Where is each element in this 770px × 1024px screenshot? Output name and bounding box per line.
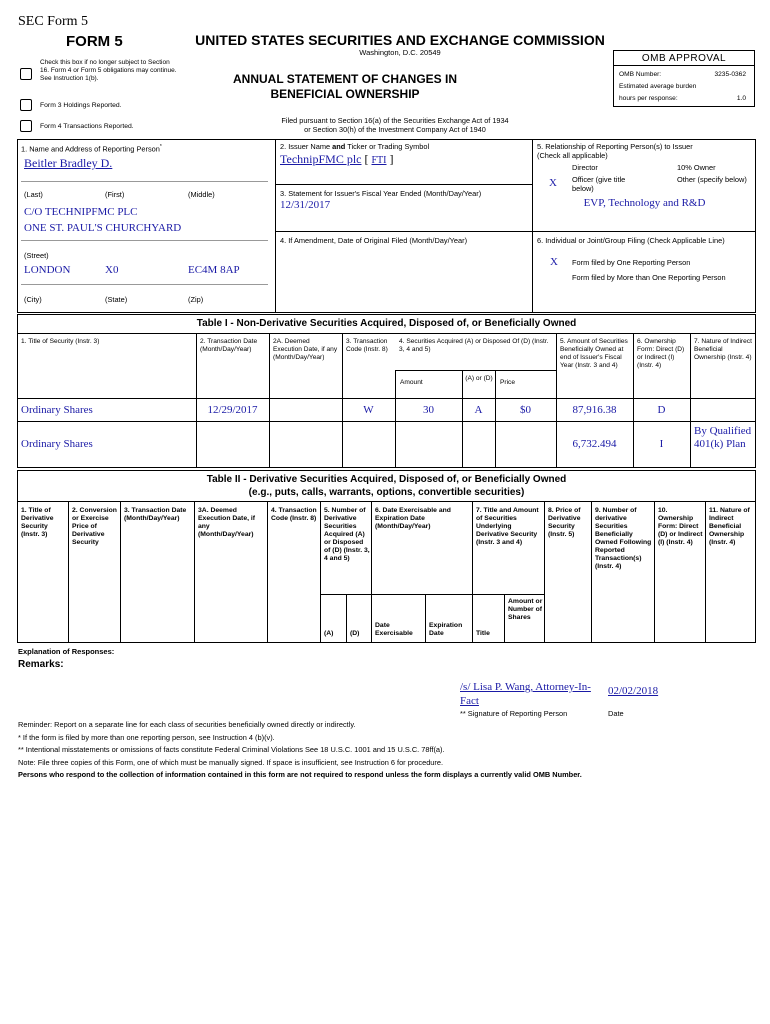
t1-row2-nature: By Qualified 401(k) Plan bbox=[694, 425, 752, 451]
t2-col-nature: 11. Nature of Indirect Beneficial Ownership (Instr. 4) bbox=[709, 507, 750, 547]
box2-label: 2. Issuer Name and Ticker or Trading Symbol bbox=[280, 142, 430, 151]
t2-col-a: (A) bbox=[324, 630, 334, 637]
t2-col-date: 3. Transaction Date (Month/Day/Year) bbox=[124, 507, 187, 523]
signature-label: ** Signature of Reporting Person bbox=[460, 709, 568, 718]
street-label: (Street) bbox=[24, 251, 49, 260]
t1-row1-title: Ordinary Shares bbox=[21, 404, 93, 416]
form4-transactions-label: Form 4 Transactions Reported. bbox=[40, 123, 134, 130]
agency-location: Washington, D.C. 20549 bbox=[359, 48, 441, 57]
t2-col-expiration: Expiration Date bbox=[429, 622, 463, 638]
address-line-2: ONE ST. PAUL'S CHURCHYARD bbox=[24, 222, 182, 234]
t1-col-title: 1. Title of Security (Instr. 3) bbox=[21, 338, 100, 345]
t2-col-exercisable-expiration: 6. Date Exercisable and Expiration Date (Month/Day/Year) bbox=[375, 507, 451, 531]
zip-label: (Zip) bbox=[188, 295, 204, 304]
one-person-check-mark: X bbox=[550, 256, 558, 268]
no-longer-subject-checkbox[interactable] bbox=[20, 68, 32, 80]
t1-col-deemed: 2A. Deemed Execution Date, if any (Month/Day/Year) bbox=[273, 338, 338, 361]
t1-row2-owned: 6,732.494 bbox=[572, 438, 617, 450]
table1-title: Table I - Non-Derivative Securities Acquired, Disposed of, or Beneficially Owned bbox=[196, 318, 577, 329]
t2-col-deemed: 3A. Deemed Execution Date, if any (Month/Day/Year) bbox=[198, 507, 256, 539]
t1-row2-title: Ordinary Shares bbox=[21, 438, 93, 450]
officer-title: EVP, Technology and R&D bbox=[583, 197, 706, 209]
table2-title: Table II - Derivative Securities Acquired, Disposed of, or Beneficially Owned bbox=[206, 474, 567, 485]
t1-row1-price: $0 bbox=[520, 404, 531, 416]
box1-label: 1. Name and Address of Reporting Person* bbox=[21, 144, 162, 154]
t1-col-code: 3. Transaction Code (Instr. 8) bbox=[346, 338, 388, 353]
fiscal-year-end: 12/31/2017 bbox=[280, 199, 331, 211]
t2-col-price: 8. Price of Derivative Security (Instr. 5) bbox=[548, 507, 581, 539]
omb-number-label: OMB Number: bbox=[619, 71, 662, 78]
box3-label: 3. Statement for Issuer's Fiscal Year Ended (Month/Day/Year) bbox=[280, 189, 482, 198]
t1-row2-form: I bbox=[659, 438, 664, 450]
t1-row1-amount: 30 bbox=[423, 404, 434, 416]
t1-row1-code: W bbox=[363, 404, 374, 416]
t1-col-nature: 7. Nature of Indirect Beneficial Ownership (Instr. 4) bbox=[694, 338, 752, 361]
last-label: (Last) bbox=[24, 190, 43, 199]
table2-subtitle: (e.g., puts, calls, warrants, options, convertible securities) bbox=[248, 487, 525, 498]
remarks-label: Remarks: bbox=[18, 659, 64, 670]
issuer-name-row: TechnipFMC plc [ FTI ] bbox=[280, 152, 394, 166]
omb-hours-label: hours per response: bbox=[619, 95, 678, 102]
t1-col-amount: Amount bbox=[400, 379, 423, 386]
t1-col-owned: 5. Amount of Securities Beneficially Owned at end of Issuer's Fiscal Year (Instr. 3 and 4) bbox=[560, 338, 628, 369]
reporting-person-name[interactable]: Beitler Bradley D. bbox=[24, 156, 113, 170]
explanation-label: Explanation of Responses: bbox=[18, 647, 115, 656]
state-value: X0 bbox=[105, 264, 119, 276]
city-label: (City) bbox=[24, 295, 42, 304]
address-line-1: C/O TECHNIPFMC PLC bbox=[24, 206, 138, 218]
t1-col-price: Price bbox=[500, 379, 516, 386]
t1-col-acquired: 4. Securities Acquired (A) or Disposed Of (D) (Instr. 3, 4 and 5) bbox=[399, 338, 549, 353]
officer-label: Officer (give title below) bbox=[572, 175, 626, 193]
more-persons-label: Form filed by More than One Reporting Person bbox=[572, 273, 726, 282]
issuer-name[interactable]: TechnipFMC plc bbox=[280, 152, 362, 166]
ten-pct-owner-label: 10% Owner bbox=[677, 163, 716, 172]
omb-hours-value: 1.0 bbox=[736, 95, 746, 102]
t2-col-d: (D) bbox=[350, 630, 360, 637]
other-label: Other (specify below) bbox=[677, 175, 747, 184]
omb-number-value: 3235-0362 bbox=[714, 71, 746, 78]
t2-col-number: 5. Number of Derivative Securities Acquired (A) or Disposed of (D) (Instr. 3, 4 and 5) bbox=[324, 507, 370, 563]
ticker-symbol[interactable]: FTI bbox=[371, 155, 387, 166]
omb-burden-label: Estimated average burden bbox=[619, 83, 697, 90]
footer-note-1: * If the form is filed by more than one reporting person, see Instruction 4 (b)(v). bbox=[18, 733, 275, 742]
box5-sub: (Check all applicable) bbox=[537, 151, 608, 160]
middle-label: (Middle) bbox=[188, 190, 215, 199]
filed-pursuant-1: Filed pursuant to Section 16(a) of the Securities Exchange Act of 1934 bbox=[281, 116, 509, 125]
t2-col-underlying: 7. Title and Amount of Securities Underlying Derivative Security (Instr. 3 and 4) bbox=[476, 507, 539, 547]
t2-col-owned: 9. Number of derivative Securities Beneficially Owned Following Reported Transaction(s) (Instr. 4) bbox=[595, 507, 652, 571]
box4-label: 4. If Amendment, Date of Original Filed (Month/Day/Year) bbox=[280, 236, 468, 245]
first-label: (First) bbox=[105, 190, 125, 199]
footer-note-2: ** Intentional misstatements or omissions of facts constitute Federal Criminal Violations See 18 U.S.C. 1001 and 15 U.S.C. 78ff(a). bbox=[18, 745, 445, 754]
footer-omb-notice: Persons who respond to the collection of information contained in this form are not required to respond unless the form displays a currently valid OMB Number. bbox=[18, 770, 582, 779]
one-person-label: Form filed by One Reporting Person bbox=[572, 258, 691, 267]
t2-col-form: 10. Ownership Form: Direct (D) or Indirect (I) (Instr. 4) bbox=[658, 507, 703, 547]
statement-title: ANNUAL STATEMENT OF CHANGES IN BENEFICIAL OWNERSHIP bbox=[233, 72, 457, 101]
officer-check-mark: X bbox=[549, 177, 557, 189]
sec-form-label: SEC Form 5 bbox=[18, 14, 89, 29]
zip-value: EC4M 8AP bbox=[188, 264, 240, 276]
box6-label: 6. Individual or Joint/Group Filing (Check Applicable Line) bbox=[537, 236, 725, 245]
city-value: LONDON bbox=[24, 264, 71, 276]
t1-row1-owned: 87,916.38 bbox=[572, 404, 617, 416]
t2-col-conversion: 2. Conversion or Exercise Price of Derivative Security bbox=[72, 507, 117, 547]
footer-note-3: Note: File three copies of this Form, one of which must be manually signed. If space is insufficient, see Instruction 6 for procedure. bbox=[18, 758, 444, 767]
t2-col-underlying-amount: Amount or Number of Shares bbox=[508, 598, 543, 622]
state-label: (State) bbox=[105, 295, 128, 304]
t1-row1-form: D bbox=[657, 404, 666, 416]
omb-title: OMB APPROVAL bbox=[614, 51, 754, 66]
filed-pursuant-2: or Section 30(h) of the Investment Company Act of 1940 bbox=[304, 125, 486, 134]
form3-holdings-label: Form 3 Holdings Reported. bbox=[40, 102, 122, 109]
date-label: Date bbox=[608, 709, 624, 718]
form-title: FORM 5 bbox=[66, 33, 123, 50]
agency-title: UNITED STATES SECURITIES AND EXCHANGE COMMISSION bbox=[195, 32, 605, 48]
director-label: Director bbox=[572, 163, 598, 172]
t2-col-underlying-title: Title bbox=[476, 630, 490, 637]
t1-col-date: 2. Transaction Date (Month/Day/Year) bbox=[200, 338, 258, 353]
t2-col-title: 1. Title of Derivative Security (Instr. 3) bbox=[21, 507, 54, 539]
no-longer-subject-label: Check this box if no longer subject to Section 16. Form 4 or Form 5 obligations may continue. See Instruction 1(b). bbox=[40, 59, 177, 82]
t2-col-code: 4. Transaction Code (Instr. 8) bbox=[271, 507, 317, 523]
omb-approval-box bbox=[613, 50, 755, 107]
box5-label: 5. Relationship of Reporting Person(s) to Issuer bbox=[537, 142, 693, 151]
t1-row1-ad: A bbox=[474, 404, 483, 416]
t1-row1-date: 12/29/2017 bbox=[207, 404, 258, 416]
t2-col-exercisable: Date Exercisable bbox=[375, 622, 413, 638]
t1-col-ad: (A) or (D) bbox=[465, 375, 493, 382]
t1-col-form: 6. Ownership Form: Direct (D) or Indirect (I) (Instr. 4) bbox=[637, 338, 685, 369]
signature-date: 02/02/2018 bbox=[608, 685, 659, 697]
footer-reminder: Reminder: Report on a separate line for each class of securities beneficially owned directly or indirectly. bbox=[18, 720, 356, 729]
form4-transactions-checkbox[interactable] bbox=[20, 120, 32, 132]
signature-name[interactable]: /s/ Lisa P. Wang, Attorney-In-Fact bbox=[460, 681, 591, 708]
form3-holdings-checkbox[interactable] bbox=[20, 99, 32, 111]
